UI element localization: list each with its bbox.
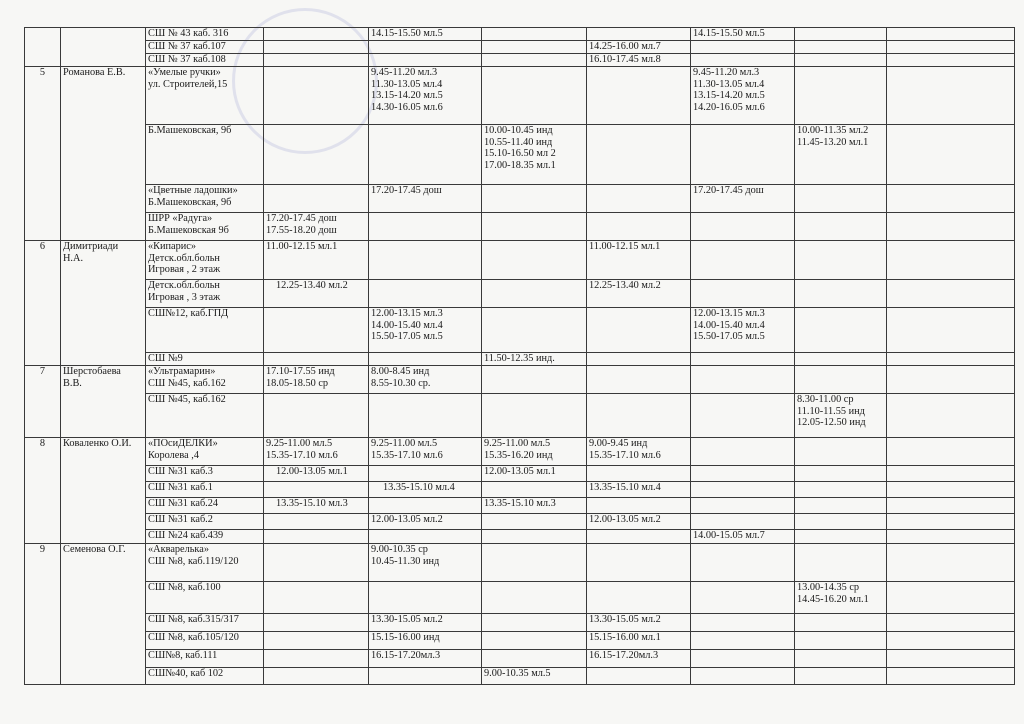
day-4-time-cell: 13.30-15.05 мл.2 <box>587 614 691 632</box>
day-4-time-cell: 12.00-13.05 мл.2 <box>587 514 691 530</box>
day-2-time-cell: 14.15-15.50 мл.5 <box>369 28 482 41</box>
day-7-time-cell <box>887 544 1015 582</box>
day-1-time-cell <box>264 514 369 530</box>
day-6-time-cell <box>795 668 887 685</box>
place-cell: «Цветные ладошки» Б.Машековская, 9б <box>146 185 264 213</box>
day-5-time-cell <box>691 650 795 668</box>
day-7-time-cell <box>887 280 1015 308</box>
day-7-time-cell <box>887 125 1015 185</box>
table-row <box>25 308 1015 353</box>
day-3-time-cell <box>482 54 587 67</box>
day-5-time-cell <box>691 125 795 185</box>
day-5-time-cell <box>691 41 795 54</box>
day-6-time-cell <box>795 185 887 213</box>
day-2-time-cell: 8.00-8.45 инд 8.55-10.30 ср. <box>369 366 482 394</box>
day-3-time-cell <box>482 514 587 530</box>
day-4-time-cell <box>587 308 691 353</box>
day-1-time-cell <box>264 582 369 614</box>
day-1-time-cell <box>264 54 369 67</box>
day-1-time-cell: 11.00-12.15 мл.1 <box>264 241 369 280</box>
day-7-time-cell <box>887 41 1015 54</box>
day-6-time-cell <box>795 650 887 668</box>
day-6-time-cell <box>795 514 887 530</box>
day-7-time-cell <box>887 498 1015 514</box>
day-4-time-cell <box>587 498 691 514</box>
day-6-time-cell: 10.00-11.35 мл.2 11.45-13.20 мл.1 <box>795 125 887 185</box>
day-7-time-cell <box>887 582 1015 614</box>
place-cell: СШ№8, каб.111 <box>146 650 264 668</box>
teacher-cell: Романова Е.В. <box>61 67 146 241</box>
day-6-time-cell <box>795 544 887 582</box>
day-4-time-cell: 11.00-12.15 мл.1 <box>587 241 691 280</box>
day-6-time-cell <box>795 482 887 498</box>
table-row <box>25 530 1015 544</box>
day-6-time-cell <box>795 28 887 41</box>
place-cell: СШ№40, каб 102 <box>146 668 264 685</box>
day-1-time-cell <box>264 632 369 650</box>
day-2-time-cell <box>369 394 482 438</box>
day-5-time-cell <box>691 54 795 67</box>
group-number-cell: 6 <box>25 241 61 366</box>
day-4-time-cell: 13.35-15.10 мл.4 <box>587 482 691 498</box>
day-2-time-cell: 9.45-11.20 мл.3 11.30-13.05 мл.4 13.15-14.20 мл.5 14.30-16.05 мл.6 <box>369 67 482 125</box>
table-row <box>25 650 1015 668</box>
day-4-time-cell <box>587 67 691 125</box>
day-7-time-cell <box>887 67 1015 125</box>
day-4-time-cell <box>587 353 691 366</box>
day-4-time-cell <box>587 28 691 41</box>
day-1-time-cell: 13.35-15.10 мл.3 <box>264 498 369 514</box>
place-cell: ШРР «Радуга» Б.Машековская 9б <box>146 213 264 241</box>
day-7-time-cell <box>887 614 1015 632</box>
place-cell: СШ № 43 каб. 316 <box>146 28 264 41</box>
group-number-cell: 5 <box>25 67 61 241</box>
day-4-time-cell <box>587 366 691 394</box>
table-row <box>25 482 1015 498</box>
day-6-time-cell <box>795 466 887 482</box>
day-3-time-cell <box>482 482 587 498</box>
day-1-time-cell: 12.00-13.05 мл.1 <box>264 466 369 482</box>
day-6-time-cell <box>795 67 887 125</box>
day-4-time-cell <box>587 185 691 213</box>
day-3-time-cell <box>482 185 587 213</box>
day-3-time-cell: 9.00-10.35 мл.5 <box>482 668 587 685</box>
place-cell: Детск.обл.больн Игровая , 3 этаж <box>146 280 264 308</box>
day-1-time-cell <box>264 353 369 366</box>
schedule-table <box>24 27 1015 685</box>
group-number-cell: 9 <box>25 544 61 685</box>
day-2-time-cell <box>369 54 482 67</box>
day-6-time-cell <box>795 353 887 366</box>
day-4-time-cell <box>587 125 691 185</box>
day-2-time-cell: 13.35-15.10 мл.4 <box>369 482 482 498</box>
day-6-time-cell <box>795 498 887 514</box>
table-row <box>25 185 1015 213</box>
day-7-time-cell <box>887 632 1015 650</box>
day-3-time-cell <box>482 632 587 650</box>
day-4-time-cell <box>587 544 691 582</box>
day-7-time-cell <box>887 466 1015 482</box>
day-4-time-cell: 16.15-17.20мл.3 <box>587 650 691 668</box>
day-5-time-cell <box>691 466 795 482</box>
day-3-time-cell: 11.50-12.35 инд. <box>482 353 587 366</box>
day-5-time-cell <box>691 582 795 614</box>
day-3-time-cell <box>482 650 587 668</box>
place-cell: СШ №24 каб.439 <box>146 530 264 544</box>
day-6-time-cell <box>795 280 887 308</box>
day-1-time-cell <box>264 185 369 213</box>
day-2-time-cell: 13.30-15.05 мл.2 <box>369 614 482 632</box>
day-4-time-cell <box>587 466 691 482</box>
day-2-time-cell <box>369 280 482 308</box>
day-5-time-cell <box>691 353 795 366</box>
day-1-time-cell <box>264 482 369 498</box>
teacher-cell: Семенова О.Г. <box>61 544 146 685</box>
day-6-time-cell <box>795 54 887 67</box>
place-cell: СШ № 37 каб.107 <box>146 41 264 54</box>
day-2-time-cell: 12.00-13.15 мл.3 14.00-15.40 мл.4 15.50-17.05 мл.5 <box>369 308 482 353</box>
day-6-time-cell <box>795 41 887 54</box>
table-row <box>25 394 1015 438</box>
day-6-time-cell <box>795 614 887 632</box>
day-6-time-cell <box>795 366 887 394</box>
day-5-time-cell <box>691 213 795 241</box>
day-5-time-cell <box>691 394 795 438</box>
table-row <box>25 280 1015 308</box>
day-2-time-cell: 9.00-10.35 ср 10.45-11.30 инд <box>369 544 482 582</box>
day-5-time-cell <box>691 280 795 308</box>
day-6-time-cell: 13.00-14.35 ср 14.45-16.20 мл.1 <box>795 582 887 614</box>
place-cell: «Акварелька» СШ №8, каб.119/120 <box>146 544 264 582</box>
day-7-time-cell <box>887 366 1015 394</box>
table-row <box>25 498 1015 514</box>
table-row <box>25 54 1015 67</box>
day-4-time-cell: 9.00-9.45 инд 15.35-17.10 мл.6 <box>587 438 691 466</box>
day-3-time-cell <box>482 28 587 41</box>
teacher-cell: Шерстобаева В.В. <box>61 366 146 438</box>
day-6-time-cell <box>795 241 887 280</box>
place-cell: СШ №8, каб.105/120 <box>146 632 264 650</box>
day-6-time-cell <box>795 308 887 353</box>
day-7-time-cell <box>887 54 1015 67</box>
day-2-time-cell: 16.15-17.20мл.3 <box>369 650 482 668</box>
day-1-time-cell <box>264 614 369 632</box>
day-1-time-cell <box>264 544 369 582</box>
day-7-time-cell <box>887 514 1015 530</box>
day-2-time-cell: 12.00-13.05 мл.2 <box>369 514 482 530</box>
day-7-time-cell <box>887 394 1015 438</box>
day-7-time-cell <box>887 353 1015 366</box>
table-row <box>25 582 1015 614</box>
place-cell: «ПОсиДЕЛКИ» Королева ,4 <box>146 438 264 466</box>
table-row <box>25 241 1015 280</box>
day-7-time-cell <box>887 213 1015 241</box>
day-5-time-cell <box>691 514 795 530</box>
day-6-time-cell <box>795 438 887 466</box>
table-row <box>25 213 1015 241</box>
day-7-time-cell <box>887 530 1015 544</box>
place-cell: СШ №31 каб.24 <box>146 498 264 514</box>
day-1-time-cell <box>264 125 369 185</box>
day-4-time-cell <box>587 582 691 614</box>
day-5-time-cell <box>691 498 795 514</box>
day-3-time-cell <box>482 394 587 438</box>
day-1-time-cell: 12.25-13.40 мл.2 <box>264 280 369 308</box>
day-5-time-cell: 14.00-15.05 мл.7 <box>691 530 795 544</box>
table-row <box>25 67 1015 125</box>
day-1-time-cell <box>264 28 369 41</box>
day-5-time-cell <box>691 482 795 498</box>
day-4-time-cell: 15.15-16.00 мл.1 <box>587 632 691 650</box>
day-7-time-cell <box>887 438 1015 466</box>
day-2-time-cell <box>369 498 482 514</box>
day-2-time-cell: 9.25-11.00 мл.5 15.35-17.10 мл.6 <box>369 438 482 466</box>
day-5-time-cell: 17.20-17.45 дош <box>691 185 795 213</box>
day-3-time-cell <box>482 582 587 614</box>
day-2-time-cell <box>369 241 482 280</box>
day-3-time-cell <box>482 544 587 582</box>
day-3-time-cell: 9.25-11.00 мл.5 15.35-16.20 инд <box>482 438 587 466</box>
day-2-time-cell <box>369 41 482 54</box>
day-5-time-cell <box>691 241 795 280</box>
place-cell: СШ №31 каб.3 <box>146 466 264 482</box>
day-5-time-cell <box>691 438 795 466</box>
teacher-cell <box>61 28 146 67</box>
day-5-time-cell <box>691 366 795 394</box>
day-1-time-cell <box>264 530 369 544</box>
day-6-time-cell <box>795 530 887 544</box>
table-row <box>25 614 1015 632</box>
day-7-time-cell <box>887 308 1015 353</box>
day-2-time-cell <box>369 213 482 241</box>
day-4-time-cell <box>587 668 691 685</box>
day-1-time-cell <box>264 308 369 353</box>
day-4-time-cell <box>587 394 691 438</box>
table-row <box>25 466 1015 482</box>
group-number-cell: 8 <box>25 438 61 544</box>
group-number-cell <box>25 28 61 67</box>
day-2-time-cell: 15.15-16.00 инд <box>369 632 482 650</box>
place-cell: СШ №8, каб.315/317 <box>146 614 264 632</box>
day-4-time-cell: 14.25-16.00 мл.7 <box>587 41 691 54</box>
day-5-time-cell <box>691 614 795 632</box>
table-row <box>25 632 1015 650</box>
day-6-time-cell <box>795 213 887 241</box>
group-number-cell: 7 <box>25 366 61 438</box>
day-5-time-cell <box>691 668 795 685</box>
day-2-time-cell <box>369 530 482 544</box>
day-7-time-cell <box>887 668 1015 685</box>
table-row <box>25 366 1015 394</box>
day-1-time-cell: 9.25-11.00 мл.5 15.35-17.10 мл.6 <box>264 438 369 466</box>
day-4-time-cell: 16.10-17.45 мл.8 <box>587 54 691 67</box>
place-cell: «Умелые ручки» ул. Строителей,15 <box>146 67 264 125</box>
day-6-time-cell: 8.30-11.00 ср 11.10-11.55 инд 12.05-12.50 инд <box>795 394 887 438</box>
day-3-time-cell <box>482 67 587 125</box>
table-row <box>25 668 1015 685</box>
place-cell: Б.Машековская, 9б <box>146 125 264 185</box>
table-row <box>25 438 1015 466</box>
day-3-time-cell <box>482 530 587 544</box>
day-1-time-cell <box>264 668 369 685</box>
day-7-time-cell <box>887 650 1015 668</box>
table-row <box>25 514 1015 530</box>
place-cell: СШ №45, каб.162 <box>146 394 264 438</box>
place-cell: СШ № 37 каб.108 <box>146 54 264 67</box>
place-cell: СШ №31 каб.1 <box>146 482 264 498</box>
day-5-time-cell: 12.00-13.15 мл.3 14.00-15.40 мл.4 15.50-17.05 мл.5 <box>691 308 795 353</box>
day-5-time-cell: 9.45-11.20 мл.3 11.30-13.05 мл.4 13.15-14.20 мл.5 14.20-16.05 мл.6 <box>691 67 795 125</box>
place-cell: СШ№12, каб.ГПД <box>146 308 264 353</box>
place-cell: «Ультрамарин» СШ №45, каб.162 <box>146 366 264 394</box>
day-7-time-cell <box>887 185 1015 213</box>
place-cell: «Кипарис» Детск.обл.больн Игровая , 2 этаж <box>146 241 264 280</box>
day-1-time-cell: 17.10-17.55 инд 18.05-18.50 ср <box>264 366 369 394</box>
day-3-time-cell <box>482 41 587 54</box>
day-4-time-cell: 12.25-13.40 мл.2 <box>587 280 691 308</box>
table-row <box>25 125 1015 185</box>
day-1-time-cell: 17.20-17.45 дош 17.55-18.20 дош <box>264 213 369 241</box>
day-1-time-cell <box>264 41 369 54</box>
day-2-time-cell <box>369 125 482 185</box>
place-cell: СШ №8, каб.100 <box>146 582 264 614</box>
day-4-time-cell <box>587 213 691 241</box>
day-5-time-cell <box>691 544 795 582</box>
schedule-rows <box>25 28 1015 685</box>
day-3-time-cell <box>482 213 587 241</box>
day-5-time-cell: 14.15-15.50 мл.5 <box>691 28 795 41</box>
place-cell: СШ №31 каб.2 <box>146 514 264 530</box>
table-row <box>25 28 1015 41</box>
day-2-time-cell <box>369 668 482 685</box>
day-1-time-cell <box>264 394 369 438</box>
teacher-cell: Коваленко О.И. <box>61 438 146 544</box>
day-7-time-cell <box>887 28 1015 41</box>
day-3-time-cell <box>482 241 587 280</box>
day-3-time-cell: 13.35-15.10 мл.3 <box>482 498 587 514</box>
day-4-time-cell <box>587 530 691 544</box>
table-row <box>25 353 1015 366</box>
place-cell: СШ №9 <box>146 353 264 366</box>
table-row <box>25 544 1015 582</box>
day-2-time-cell <box>369 466 482 482</box>
day-3-time-cell <box>482 308 587 353</box>
day-3-time-cell: 12.00-13.05 мл.1 <box>482 466 587 482</box>
day-2-time-cell <box>369 353 482 366</box>
day-3-time-cell <box>482 280 587 308</box>
day-3-time-cell <box>482 366 587 394</box>
day-3-time-cell: 10.00-10.45 инд 10.55-11.40 инд 15.10-16.50 мл 2 17.00-18.35 мл.1 <box>482 125 587 185</box>
teacher-cell: Димитриади Н.А. <box>61 241 146 366</box>
day-6-time-cell <box>795 632 887 650</box>
table-row <box>25 41 1015 54</box>
day-3-time-cell <box>482 614 587 632</box>
day-5-time-cell <box>691 632 795 650</box>
day-7-time-cell <box>887 482 1015 498</box>
day-2-time-cell: 17.20-17.45 дош <box>369 185 482 213</box>
day-7-time-cell <box>887 241 1015 280</box>
day-1-time-cell <box>264 67 369 125</box>
day-2-time-cell <box>369 582 482 614</box>
day-1-time-cell <box>264 650 369 668</box>
